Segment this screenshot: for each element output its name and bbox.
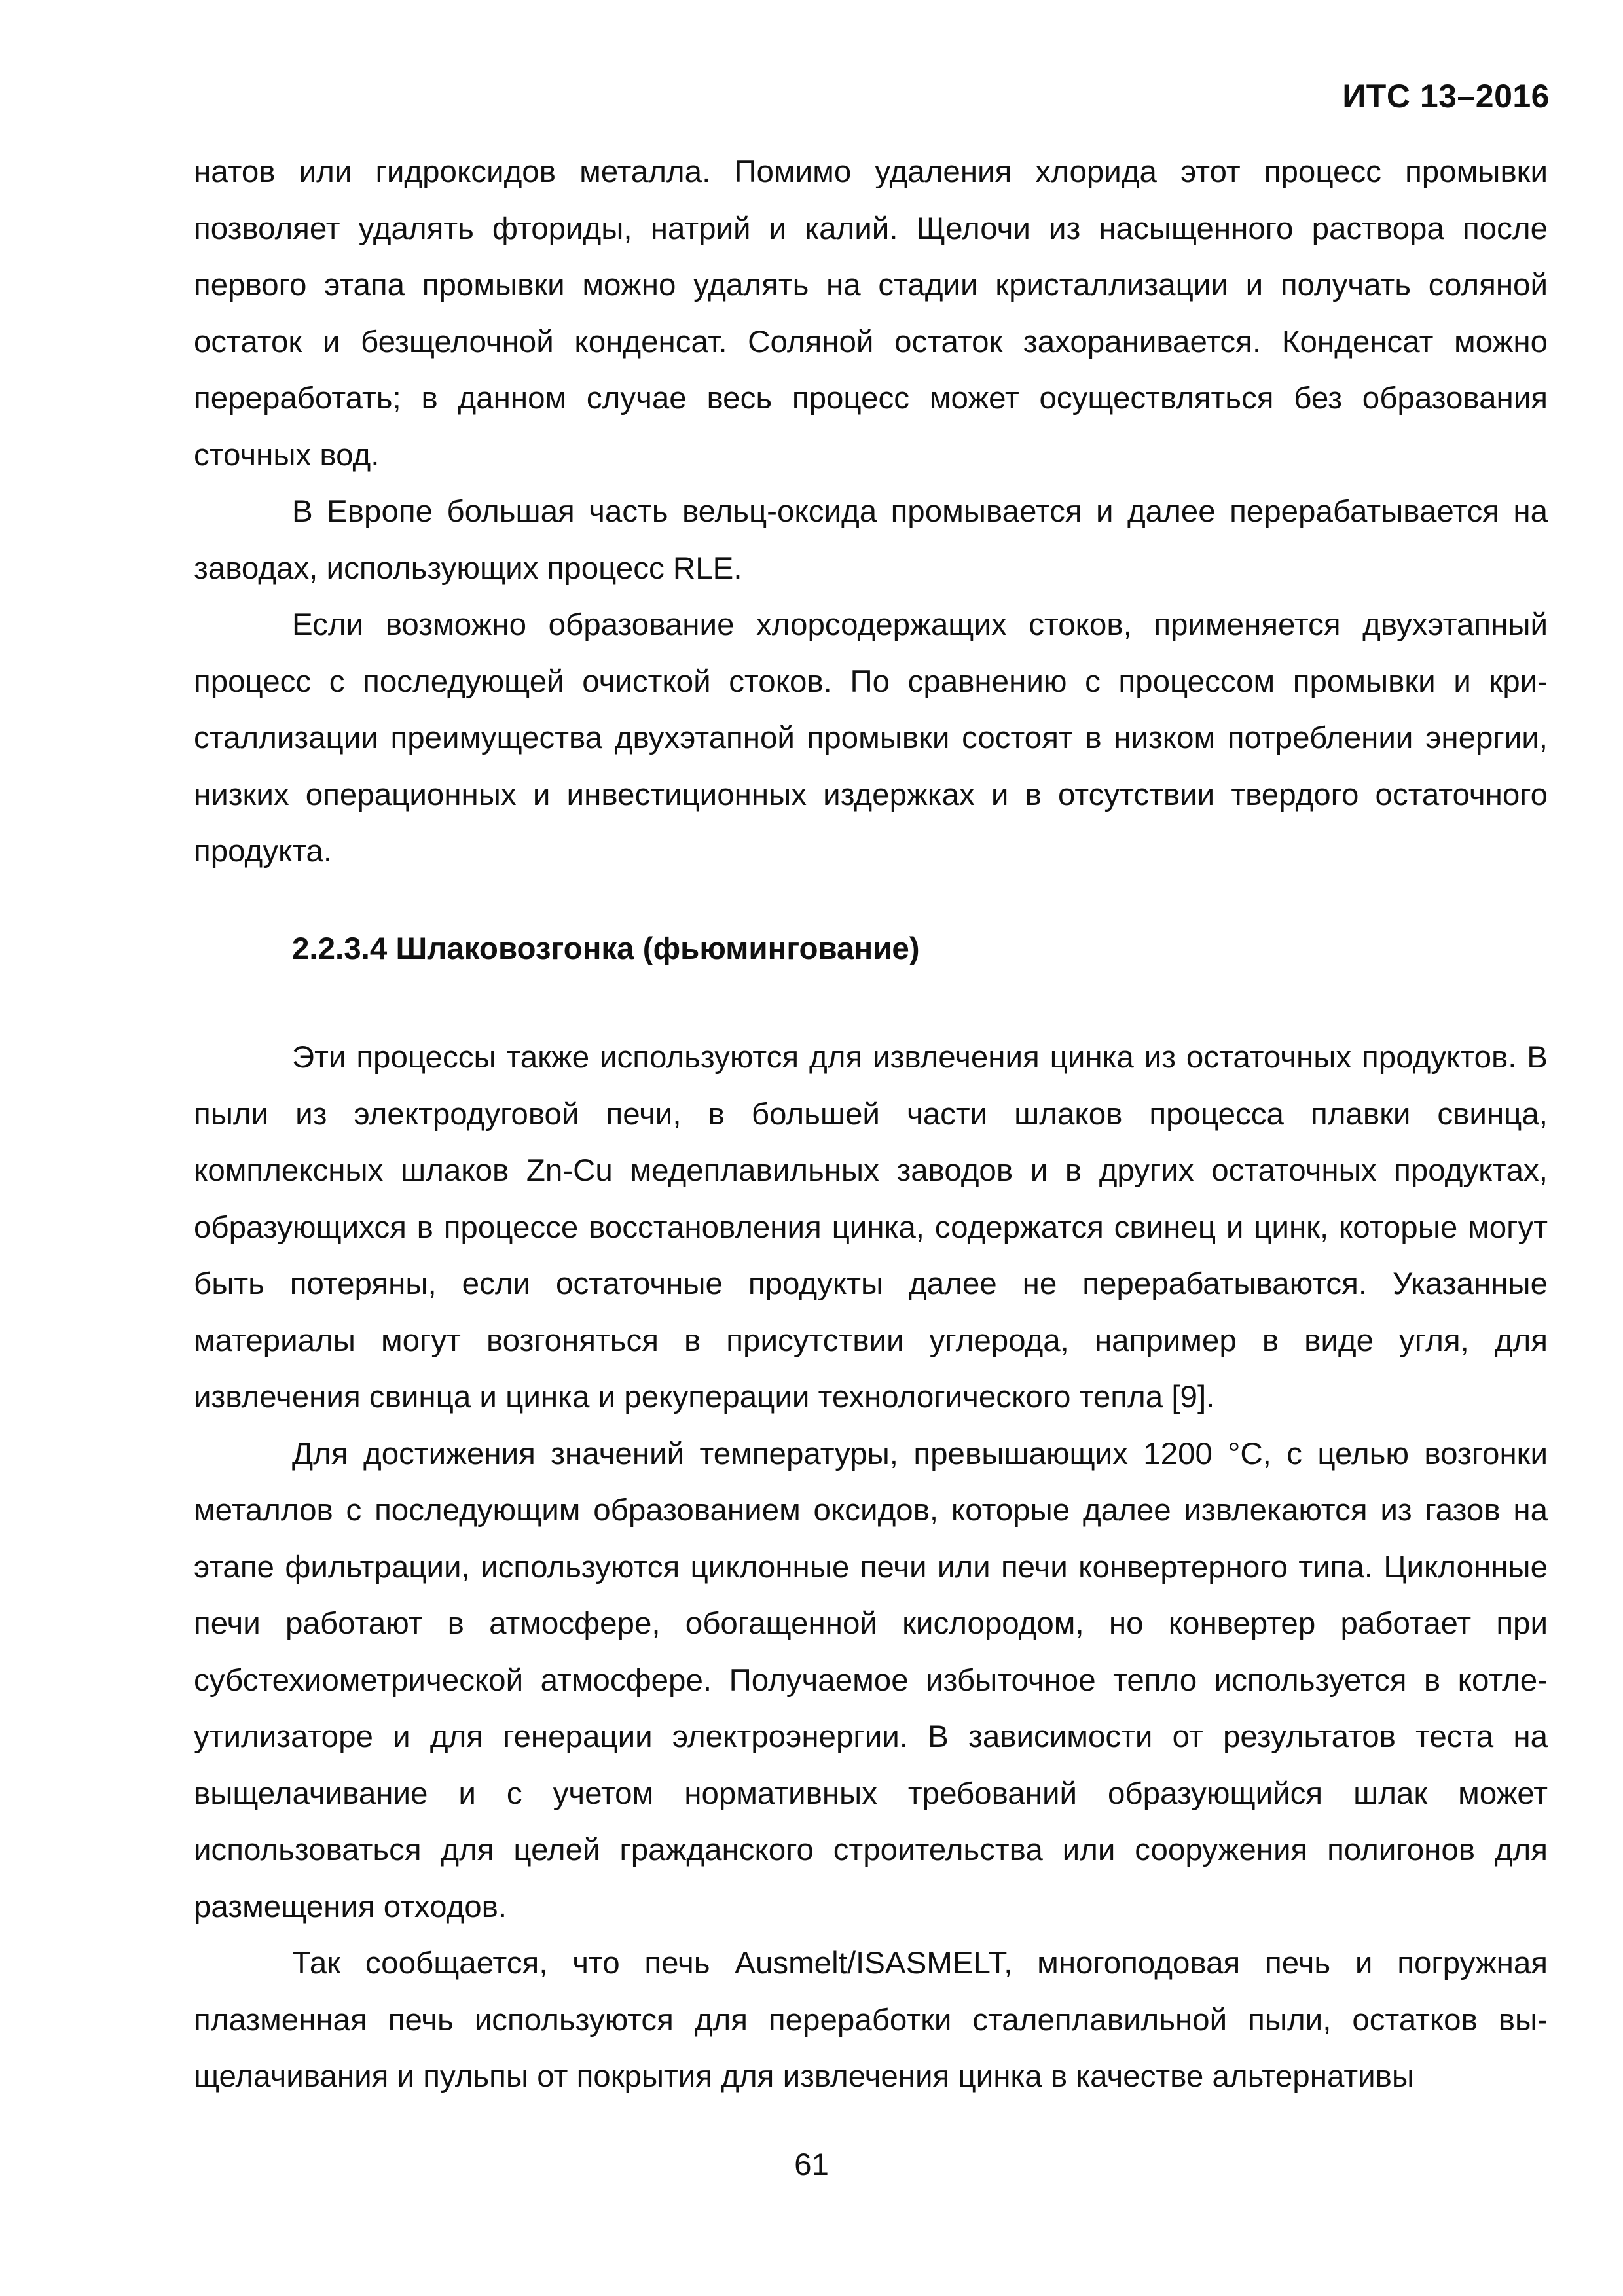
paragraph-two-stage-washing: Если возможно образование хлорсодержащих стоков, применяется двухэтапный процесс с последующей очисткой стоков. По сравнению с процессом промывки и кристаллизации преимущества двухэтапной промывки состоят в низком потреблении энергии, низких операционных и инвестиционных издержках и в отсутствии твердого остаточного продукта.	[194, 607, 1548, 869]
page-number: 61	[794, 2147, 829, 2182]
paragraph-europe-rle: В Европе большая часть вельц-оксида промывается и далее перерабатывается на заводах, использующих процесс RLE.	[194, 494, 1548, 586]
document-code-header: ИТС 13–2016	[1342, 78, 1550, 115]
paragraph-continued: натов или гидроксидов металла. Помимо удаления хлорида этот процесс промывки позволяет удалять фториды, натрий и калий. Щелочи из насыщенного раствора после первого этапа промывки можно удалять на стадии кристаллизации и получать соляной остаток и безщелочной конденсат. Соляной остаток захоранивается. Конденсат можно переработать; в данном случае весь процесс может осуществляться без образования сточных вод.	[194, 154, 1548, 473]
section-heading-2-2-3-4: 2.2.3.4 Шлаковозгонка (фьюмингование)	[292, 931, 920, 966]
page-body	[194, 144, 1548, 2106]
paragraph-ausmelt-isasmelt: Так сообщается, что печь Ausmelt/ISASMELT, многоподовая печь и погружная плазменная печь используются для переработки сталеплавильной пыли, остатков выщелачивания и пульпы от покрытия для извлечения цинка в качестве альтернативы	[194, 1946, 1548, 2094]
paragraph-temperature-processes: Для достижения значений температуры, превышающих 1200 °С, с целью возгонки металлов с последующим образованием оксидов, которые далее извлекаются из газов на этапе фильтрации, используются циклонные печи или печи конвертерного типа. Циклонные печи работают в атмосфере, обогащенной кислородом, но конвертер работает при субстехиометрической атмосфере. Получаемое избыточное тепло используется в котле-утилизаторе и для генерации электроэнергии. В зависимости от результатов теста на выщелачивание и с учетом нормативных требований образующийся шлак может использоваться для целей гражданского строительства или сооружения полигонов для размещения отходов.	[194, 1436, 1548, 1924]
paragraph-residue-processing: Эти процессы также используются для извлечения цинка из остаточных продуктов. В пыли из электродуговой печи, в большей части шлаков процесса плавки свинца, комплексных шлаков Zn-Cu медеплавильных заводов и в других остаточных продуктах, образующихся в процессе восстановления цинка, содержатся свинец и цинк, которые могут быть потеряны, если остаточные продукты далее не перерабатываются. Указанные материалы могут возгоняться в присутствии углерода, например в виде угля, для извлечения свинца и цинка и рекуперации технологического тепла [9].	[194, 1040, 1548, 1414]
